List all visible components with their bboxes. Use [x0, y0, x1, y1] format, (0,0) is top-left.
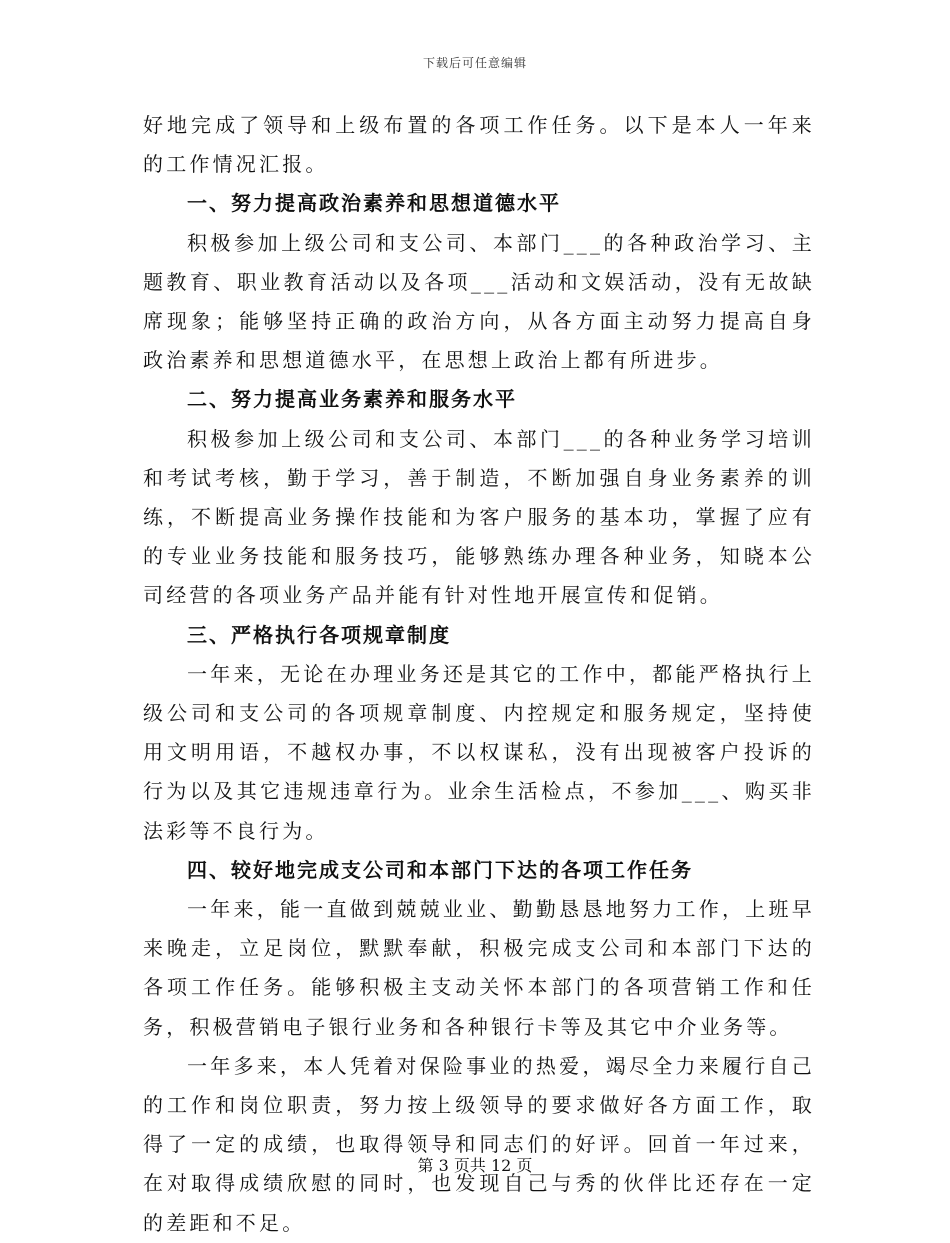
- section-heading-2: 二、努力提高业务素养和服务水平: [187, 387, 517, 412]
- paragraph-section-2: 积极参加上级公司和支公司、本部门___的各种业务学习培训和考试考核，勤于学习，善于制造，不断加强自身业务素养的训练，不断提高业务操作技能和为客户服务的基本功，掌握了应有的专业业务技能和服务技巧，能够熟练办理各种业务，知晓本公司经营的各项业务产品并能有针对性地开展宣传和促销。: [143, 426, 815, 608]
- section-heading-4: 四、较好地完成支公司和本部门下达的各项工作任务: [187, 857, 693, 882]
- paragraph-intro: 好地完成了领导和上级布置的各项工作任务。以下是本人一年来的工作情况汇报。: [143, 113, 815, 177]
- section-heading-1: 一、努力提高政治素养和思想道德水平: [187, 191, 561, 216]
- paragraph-summary: 一年多来，本人凭着对保险事业的热爱，竭尽全力来履行自己的工作和岗位职责，努力按上级领导的要求做好各方面工作，取得了一定的成绩，也取得领导和同志们的好评。回首一年过来，在对取得成绩欣慰的同时，也发现自己与秀的伙伴比还存在一定的差距和不足。: [143, 1053, 815, 1235]
- page-number: 第 3 页共 12 页: [417, 1156, 533, 1175]
- paragraph-section-3: 一年来，无论在办理业务还是其它的工作中，都能严格执行上级公司和支公司的各项规章制度、内控规定和服务规定，坚持使用文明用语，不越权办事，不以权谋私，没有出现被客户投诉的行为以及其它违规违章行为。业余生活检点，不参加___、购买非法彩等不良行为。: [143, 661, 815, 843]
- paragraph-section-4: 一年来，能一直做到兢兢业业、勤勤恳恳地努力工作，上班早来晚走，立足岗位，默默奉献，积极完成支公司和本部门下达的各项工作任务。能够积极主支动关怀本部门的各项营销工作和任务，积极营销电子银行业务和各种银行卡等及其它中介业务等。: [143, 897, 815, 1039]
- header-note: 下载后可任意编辑: [422, 56, 527, 70]
- document-body: [143, 106, 815, 1243]
- section-heading-3: 三、严格执行各项规章制度: [187, 622, 451, 647]
- paragraph-section-1: 积极参加上级公司和支公司、本部门___的各种政治学习、主题教育、职业教育活动以及各项___活动和文娱活动，没有无故缺席现象；能够坚持正确的政治方向，从各方面主动努力提高自身政治素养和思想道德水平，在思想上政治上都有所进步。: [143, 230, 815, 373]
